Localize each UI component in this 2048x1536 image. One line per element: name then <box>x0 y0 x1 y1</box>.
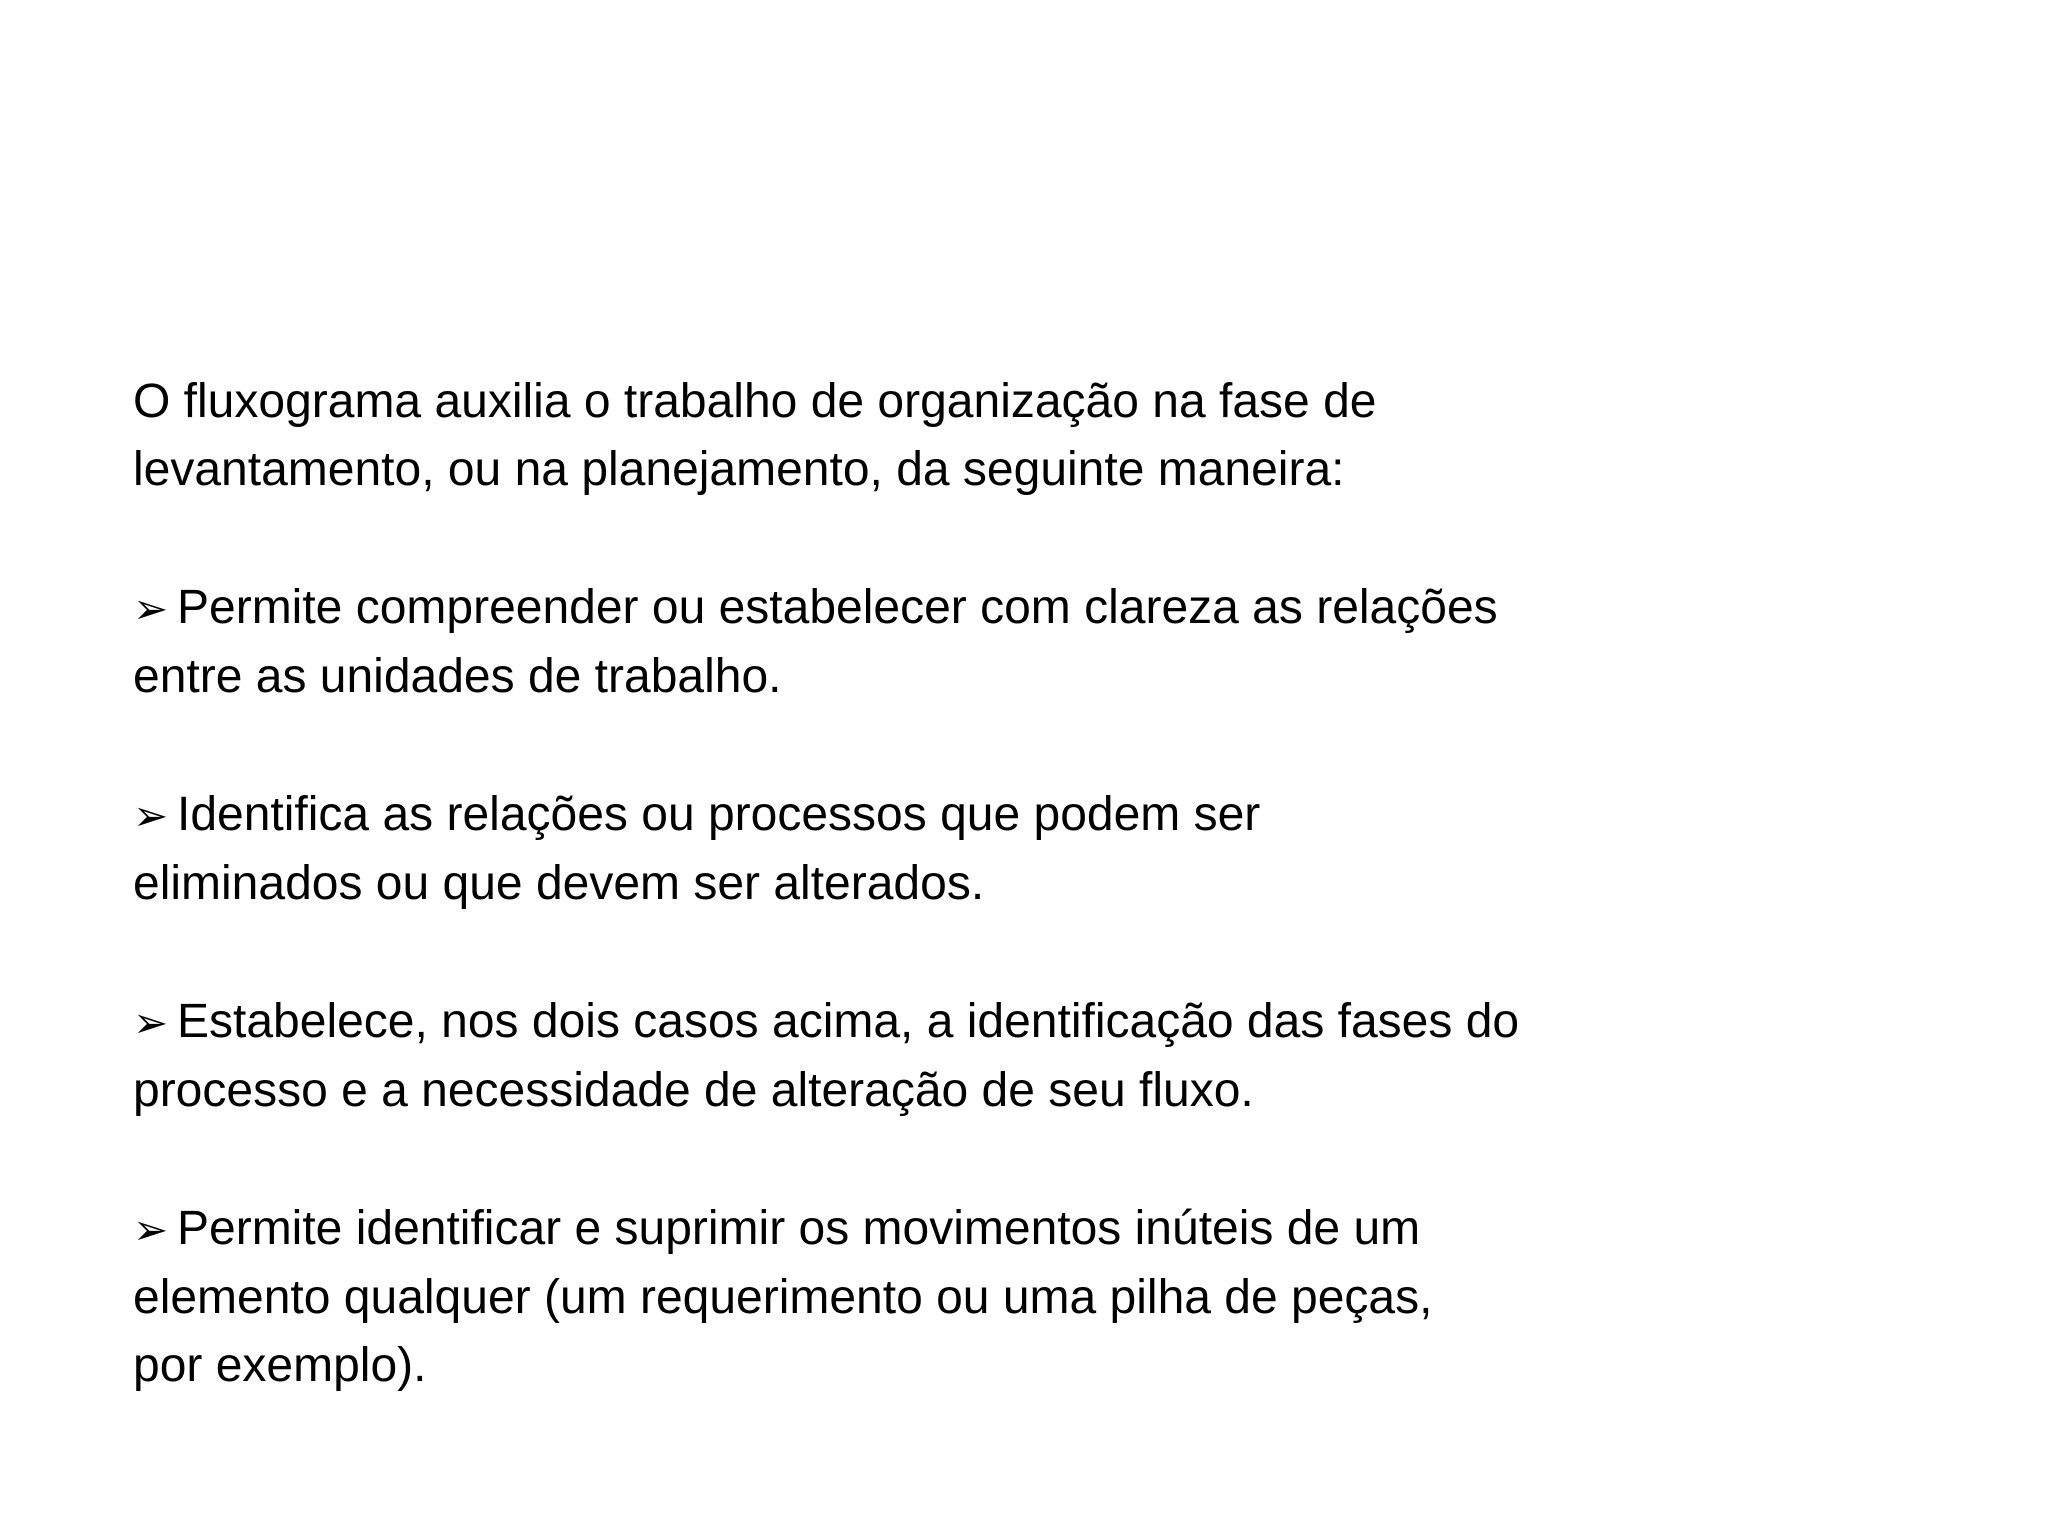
bullet-text: Estabelece, nos dois casos acima, a identificação das fases do processo e a necessidade de alteração de seu fluxo. <box>133 995 1520 1117</box>
bullet-text: Permite identificar e suprimir os movimentos inúteis de um elemento qualquer (um requerimento ou uma pilha de peças, por exemplo). <box>133 1202 1433 1392</box>
bullet-text: Permite compreender ou estabelecer com clareza as relações entre as unidades de trabalho. <box>133 581 1498 703</box>
spacer <box>133 504 1693 574</box>
spacer <box>133 918 1693 988</box>
arrow-bullet-icon: ➢ <box>133 791 169 840</box>
bullet-text: Identifica as relações ou processos que podem ser eliminados ou que devem ser alterados. <box>133 788 1261 910</box>
arrow-bullet-icon: ➢ <box>133 998 169 1047</box>
intro-paragraph: O fluxograma auxilia o trabalho de organização na fase de levantamento, ou na planejamento, da seguinte maneira: <box>133 375 1377 496</box>
bullet-item <box>133 988 1693 1125</box>
bullet-item <box>133 1195 1693 1400</box>
bullet-item <box>133 781 1693 918</box>
spacer <box>133 711 1693 781</box>
slide-content <box>133 368 1693 1400</box>
spacer <box>133 1125 1693 1195</box>
bullet-item <box>133 574 1693 711</box>
arrow-bullet-icon: ➢ <box>133 1205 169 1254</box>
arrow-bullet-icon: ➢ <box>133 584 169 633</box>
